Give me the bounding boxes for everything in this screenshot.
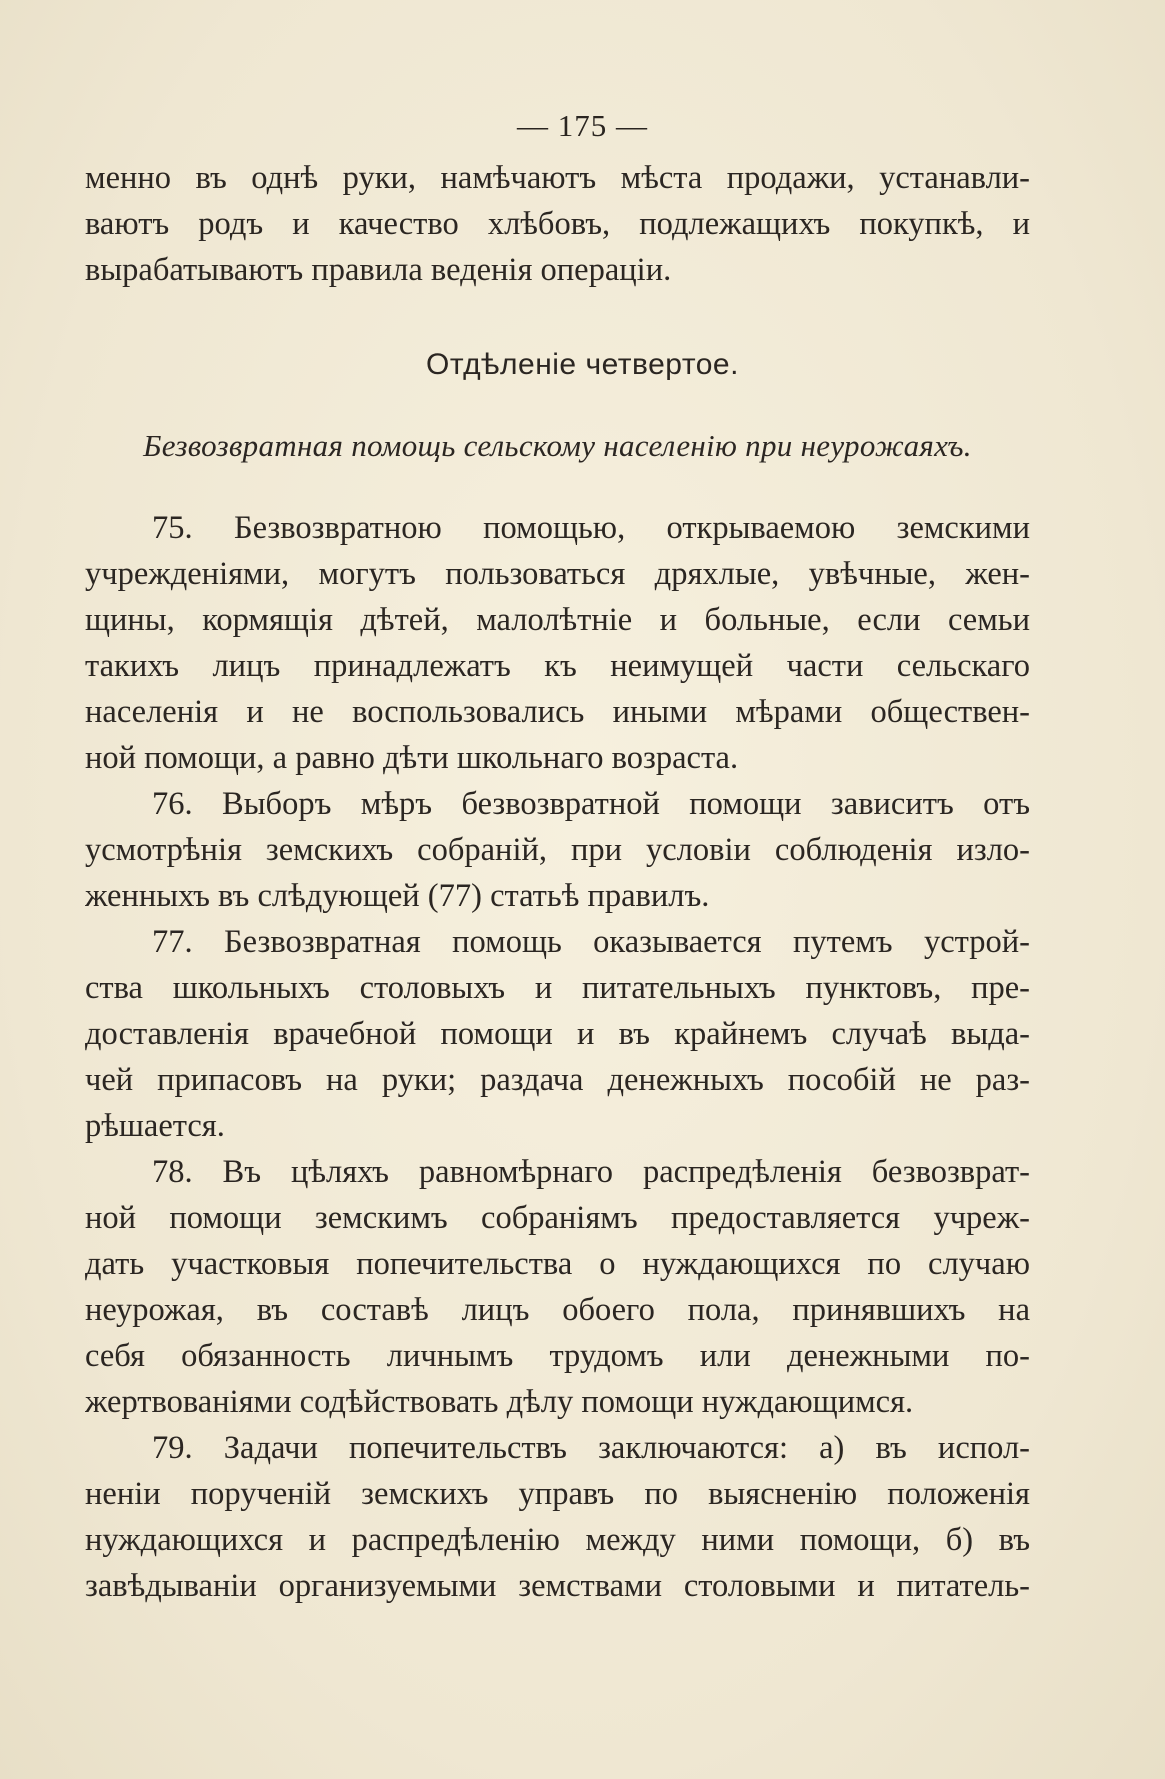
text-line: щины, кормящія дѣтей, малолѣтніе и больные, если семьи bbox=[85, 602, 1030, 638]
text-line: неурожая, въ составѣ лицъ обоего пола, принявшихъ на bbox=[85, 1292, 1030, 1328]
text-line: жертвованіями содѣйствовать дѣлу помощи нуждающимся. bbox=[85, 1384, 914, 1420]
intro-paragraph bbox=[85, 155, 1030, 293]
text-line: нуждающихся и распредѣленію между ними помощи, б) въ bbox=[85, 1522, 1030, 1558]
section-subtitle: Безвозвратная помощь сельскому населенію при неурожаяхъ. bbox=[143, 428, 972, 463]
page-number: — 175 — bbox=[517, 108, 648, 143]
text-line: ваютъ родъ и качество хлѣбовъ, подлежащихъ покупкѣ, и bbox=[85, 206, 1030, 242]
text-line: чей припасовъ на руки; раздача денежныхъ пособій не раз- bbox=[85, 1062, 1030, 1098]
text-line: завѣдываніи организуемыми земствами столовыми и питатель- bbox=[85, 1568, 1030, 1604]
text-line: менно въ однѣ руки, намѣчаютъ мѣста продажи, устанавли- bbox=[85, 160, 1030, 196]
text-line: дать участковыя попечительства о нуждающихся по случаю bbox=[85, 1246, 1030, 1282]
article-79 bbox=[85, 1425, 1030, 1609]
text-line: себя обязанность личнымъ трудомъ или денежными по- bbox=[85, 1338, 1030, 1374]
text-line: 76. Выборъ мѣръ безвозвратной помощи зависитъ отъ bbox=[152, 786, 1030, 822]
text-line: доставленія врачебной помощи и въ крайнемъ случаѣ выда- bbox=[85, 1016, 1030, 1052]
text-line: такихъ лицъ принадлежатъ къ неимущей части сельскаго bbox=[85, 648, 1030, 684]
text-line: ной помощи, а равно дѣти школьнаго возраста. bbox=[85, 740, 739, 776]
text-line: вырабатываютъ правила веденія операціи. bbox=[85, 252, 672, 288]
articles-block bbox=[85, 505, 1030, 1609]
text-line: 79. Задачи попечительствъ заключаются: а) въ испол- bbox=[152, 1430, 1030, 1466]
article-78 bbox=[85, 1149, 1030, 1425]
text-line: ной помощи земскимъ собраніямъ предоставляется учреж- bbox=[85, 1200, 1030, 1236]
text-line: усмотрѣнія земскихъ собраній, при условіи соблюденія изло- bbox=[85, 832, 1030, 868]
article-75 bbox=[85, 505, 1030, 781]
text-line: 78. Въ цѣляхъ равномѣрнаго распредѣленія безвозврат- bbox=[152, 1154, 1030, 1190]
text-line: учрежденіями, могутъ пользоваться дряхлые, увѣчные, жен- bbox=[85, 556, 1030, 592]
text-line: населенія и не воспользовались иными мѣрами обществен- bbox=[85, 694, 1030, 730]
text-line: неніи порученій земскихъ управъ по выясненію положенія bbox=[85, 1476, 1030, 1512]
text-line: 75. Безвозвратною помощью, открываемою земскими bbox=[152, 510, 1030, 546]
text-line: рѣшается. bbox=[85, 1108, 225, 1144]
article-76 bbox=[85, 781, 1030, 919]
text-line: 77. Безвозвратная помощь оказывается путемъ устрой- bbox=[152, 924, 1030, 960]
article-77 bbox=[85, 919, 1030, 1149]
section-title: Отдѣленіе четвертое. bbox=[426, 348, 739, 381]
text-line: женныхъ въ слѣдующей (77) статьѣ правилъ. bbox=[85, 878, 710, 914]
text-line: ства школьныхъ столовыхъ и питательныхъ пунктовъ, пре- bbox=[85, 970, 1030, 1006]
